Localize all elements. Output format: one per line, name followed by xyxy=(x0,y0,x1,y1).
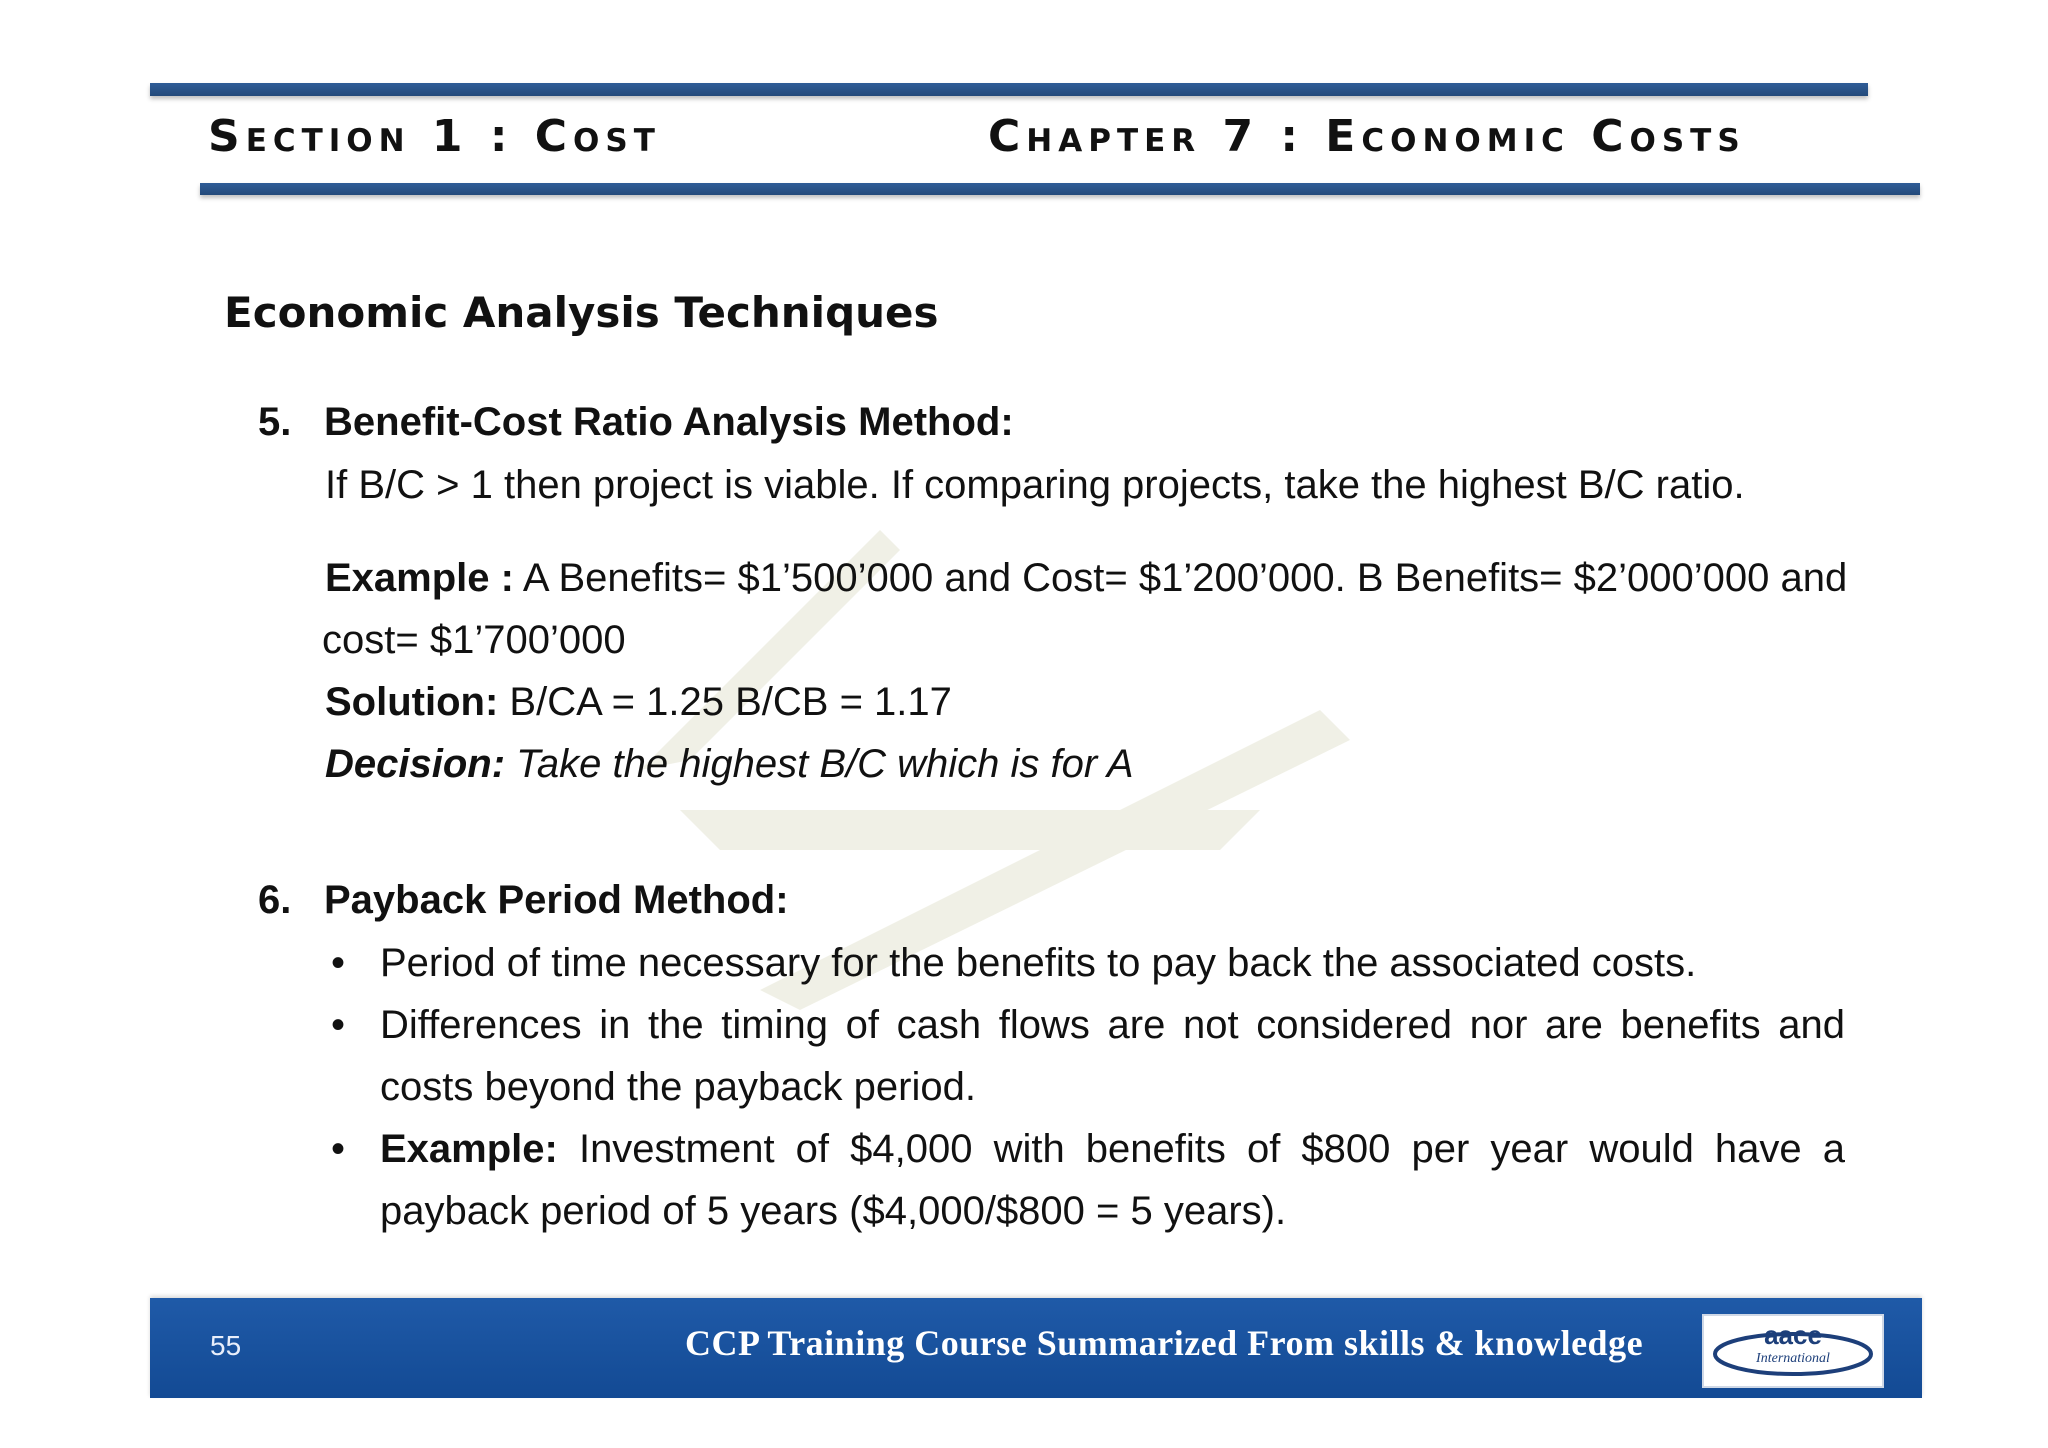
solution-line xyxy=(325,671,1845,733)
bullet-icon: • xyxy=(331,1127,346,1171)
footer-title: CCP Training Course Summarized From skills & knowledge xyxy=(685,1323,1644,1363)
bullet-3-label: Example: xyxy=(380,1127,558,1171)
bullet-item xyxy=(325,932,1845,994)
aace-logo xyxy=(1702,1314,1884,1388)
example-label: Example : xyxy=(325,556,514,600)
item-6-title: Payback Period Method: xyxy=(324,878,789,922)
solution-label: Solution: xyxy=(325,680,499,724)
bullet-item xyxy=(325,994,1845,1118)
item-6-bullets xyxy=(325,932,1845,1242)
item-5-description xyxy=(325,454,1845,516)
bullet-icon: • xyxy=(331,941,346,985)
solution-text: B/CA = 1.25 B/CB = 1.17 xyxy=(498,680,952,724)
page-number: 55 xyxy=(210,1330,242,1361)
example-text-2: cost= $1’700’000 xyxy=(322,618,626,662)
item-5-number: 5. xyxy=(258,400,292,444)
example-line-1 xyxy=(325,547,1848,609)
decision-text: Take the highest B/C which is for A xyxy=(505,742,1134,786)
item-6-heading xyxy=(258,869,789,931)
bullet-2-text: Differences in the timing of cash flows are not considered nor are benefits and costs beyond the payback period. xyxy=(380,1003,1845,1109)
item-5-desc-text: If B/C > 1 then project is viable. If comparing projects, take the highest B/C ratio. xyxy=(325,463,1745,507)
section-label: Section 1 : Cost xyxy=(208,111,661,162)
example-text-1: A Benefits= $1’500’000 and Cost= $1’200’000. B Benefits= $2’000’000 and xyxy=(513,556,1848,600)
logo-main-text: aace xyxy=(1764,1320,1822,1350)
logo-sub-text: International xyxy=(1756,1351,1830,1366)
bullet-1-text: Period of time necessary for the benefits to pay back the associated costs. xyxy=(380,941,1697,985)
chapter-label: Chapter 7 : Economic Costs xyxy=(988,111,1746,162)
bullet-item xyxy=(325,1118,1845,1242)
item-5-example xyxy=(322,547,1848,795)
decision-label: Decision: xyxy=(325,742,506,786)
bullet-icon: • xyxy=(331,1003,346,1047)
item-6-number: 6. xyxy=(258,878,292,922)
aace-logo-icon xyxy=(1704,1316,1882,1386)
item-5-heading xyxy=(258,391,1014,453)
item-5-title: Benefit-Cost Ratio Analysis Method: xyxy=(324,400,1014,444)
page-title: Economic Analysis Techniques xyxy=(224,288,939,337)
header-top-rule xyxy=(150,83,1868,96)
footer-bar xyxy=(150,1298,1922,1398)
bullet-3-text: Investment of $4,000 with benefits of $800 per year would have a payback period of 5 years ($4,000/$800 = 5 years). xyxy=(380,1127,1845,1233)
header-bottom-rule xyxy=(200,183,1920,195)
decision-line xyxy=(325,733,1845,795)
